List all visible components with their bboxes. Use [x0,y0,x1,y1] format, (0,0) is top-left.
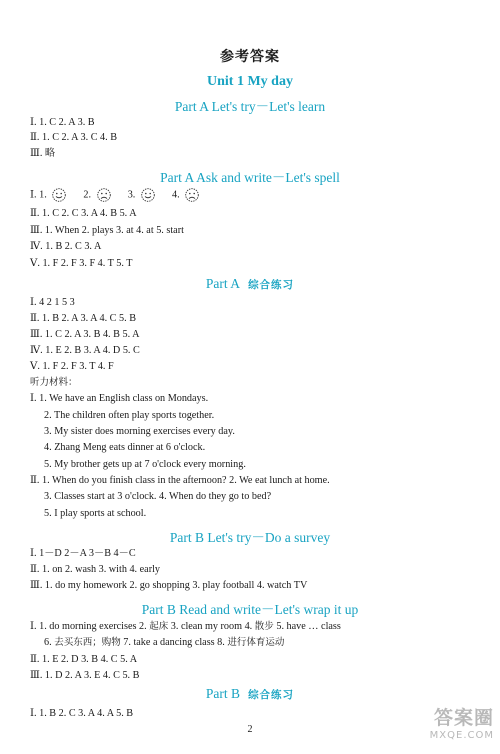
section-heading-3: Part A 综合练习 [205,276,295,291]
happy-face-icon [51,188,67,202]
section-heading-6: Part B 综合练习 [205,686,295,701]
page-number: 2 [247,724,253,735]
answer-line: 5. My brother gets up at 7 o'clock every morning. [44,459,246,470]
happy-face-icon [140,188,156,202]
answer-line: Ⅱ. 1. C 2. A 3. C 4. B [30,132,118,143]
answer-line: Ⅱ. 1. on 2. wash 3. with 4. early [30,564,161,575]
answer-line: 3. My sister does morning exercises every day. [44,426,235,437]
answer-line: Ⅰ. 4 2 1 5 3 [30,297,75,308]
answer-line: Ⅲ. 1. do my homework 2. go shopping 3. play football 4. watch TV [30,580,308,591]
answer-line: Ⅱ. 1. B 2. A 3. A 4. C 5. B [30,313,136,324]
answer-line: Ⅲ. 1. D 2. A 3. E 4. C 5. B [30,670,140,681]
answer-line: Ⅱ. 1. When do you finish class in the afternoon? 2. We eat lunch at home. [30,475,330,486]
answer-line: 5. I play sports at school. [44,508,147,519]
section-heading-1: Part A Let's try－Let's learn [174,99,326,114]
answer-line: Ⅳ. 1. B 2. C 3. A [30,241,102,252]
answer-line: 4. Zhang Meng eats dinner at 6 o'clock. [44,442,206,453]
watermark-logo: 答案圈 MXQE.COM [429,707,494,741]
answer-line-faces: Ⅰ. 1. 2. 3. 4. [30,188,203,202]
answer-line: Ⅱ. 1. E 2. D 3. B 4. C 5. A [30,654,138,665]
answer-line: Ⅴ. 1. F 2. F 3. F 4. T 5. T [30,258,133,269]
answer-line: Ⅰ. 1. C 2. A 3. B [30,117,95,128]
answer-line: 3. Classes start at 3 o'clock. 4. When do they go to bed? [44,491,272,502]
answer-line: Ⅲ. 1. C 2. A 3. B 4. B 5. A [30,329,140,340]
answer-line: Ⅲ. 1. When 2. plays 3. at 4. at 5. start [30,225,184,236]
answer-line: Ⅴ. 1. F 2. F 3. T 4. F [30,361,114,372]
answer-line: 2. The children often play sports together. [44,410,215,421]
answer-line: Ⅰ. 1. We have an English class on Mondays. [30,393,209,404]
section-heading-4: Part B Let's try－Do a survey [169,530,331,545]
answer-line: Ⅱ. 1. C 2. C 3. A 4. B 5. A [30,208,137,219]
sad-face-icon [96,188,112,202]
answer-line: Ⅰ. 1－D 2－A 3－B 4－C [30,548,136,559]
answer-line: 6. 去买东西；购物 7. take a dancing class 8. 进行体育运动 [44,637,285,648]
section-heading-5: Part B Read and write－Let's wrap it up [141,602,359,617]
answer-line: Ⅰ. 1. B 2. C 3. A 4. A 5. B [30,708,134,719]
listening-material-label: 听力材料： [30,377,78,388]
answer-line: Ⅰ. 1. do morning exercises 2. 起床 3. clean my room 4. 散步 5. have … class [30,621,341,632]
section-heading-2: Part A Ask and write－Let's spell [160,170,340,185]
sad-face-icon [184,188,200,202]
page-title: 参考答案 [220,49,280,65]
unit-heading: Unit 1 My day [207,74,293,89]
answer-line: Ⅳ. 1. E 2. B 3. A 4. D 5. C [30,345,140,356]
answer-line: Ⅲ. 略 [30,148,56,159]
